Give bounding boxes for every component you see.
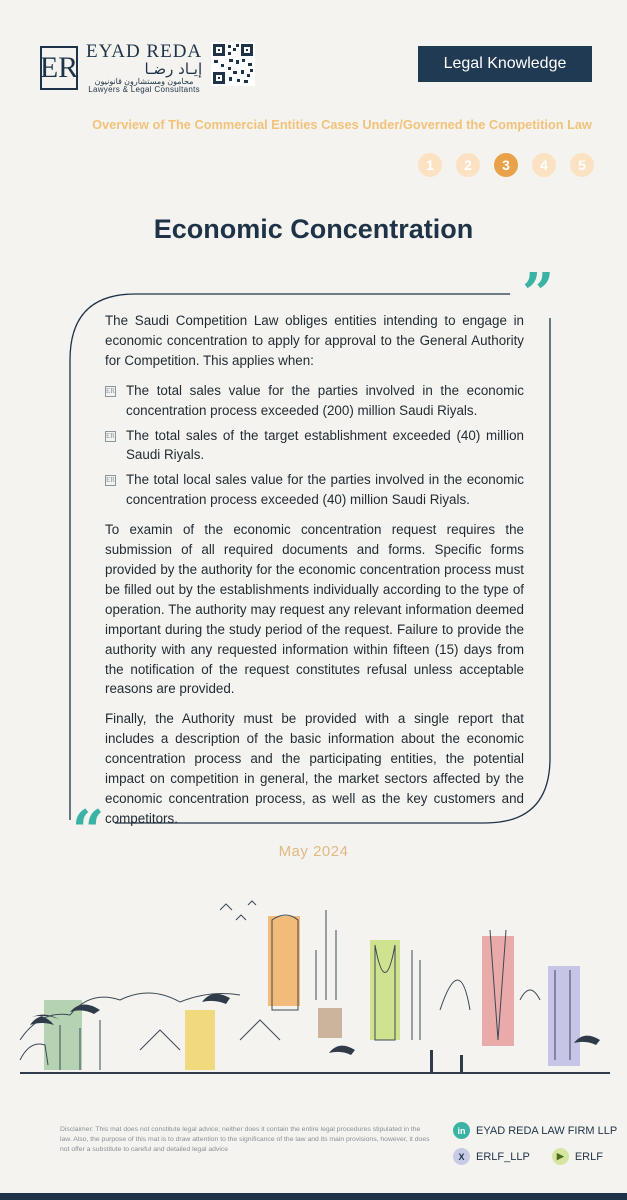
x-link[interactable] xyxy=(453,1148,530,1165)
step-3-active: 3 xyxy=(494,153,518,177)
step-5: 5 xyxy=(570,153,594,177)
linkedin-link[interactable] xyxy=(453,1122,617,1139)
step-indicator xyxy=(418,153,594,177)
x-label: ERLF_LLP xyxy=(476,1150,530,1163)
step-2: 2 xyxy=(456,153,480,177)
bullet-text: The total local sales value for the parties involved in the economic concentration process exceeded (40) million Saudi Riyals. xyxy=(126,472,524,508)
logo-subtitle: Lawyers & Legal Consultants xyxy=(88,85,200,95)
list-item xyxy=(105,426,524,466)
logo-mark: ER xyxy=(40,46,78,90)
conditions-list xyxy=(105,381,524,510)
social-links xyxy=(453,1122,617,1174)
logo-name: EYAD REDA xyxy=(86,41,203,62)
youtube-link[interactable] xyxy=(552,1148,603,1165)
bullet-logo-icon: ER xyxy=(106,476,115,485)
quote-close-icon: “ xyxy=(72,798,105,864)
series-overview: Overview of The Commercial Entities Cases Under/Governed the Competition Law xyxy=(92,117,592,132)
list-item xyxy=(105,381,524,421)
bullet-text: The total sales value for the parties involved in the economic concentration process exceeded (200) million Saudi Riyals. xyxy=(126,382,524,418)
youtube-icon: ▶ xyxy=(552,1148,569,1165)
step-4: 4 xyxy=(532,153,556,177)
logo-arabic: إيـاد رضـا xyxy=(144,59,203,78)
skyline-illustration xyxy=(0,890,627,1100)
logo-text xyxy=(86,42,202,94)
page-title: Economic Concentration xyxy=(153,214,474,244)
bullet-logo-icon: ER xyxy=(106,386,115,395)
article-body xyxy=(105,311,524,839)
category-tag: Legal Knowledge xyxy=(418,46,592,82)
intro-paragraph: The Saudi Competition Law obliges entities intending to engage in economic concentration to apply for approval to the General Authority for Competition. This applies when: xyxy=(105,313,524,368)
logo-arabic-sub: محامون ومستشارون قانونيون xyxy=(94,76,194,86)
bullet-text: The total sales of the target establishment exceeded (40) million Saudi Riyals. xyxy=(126,427,524,463)
report-paragraph: Finally, the Authority must be provided with a single report that includes a description of the basic information about the economic concentration process and the participating entities, the potential impact on competition in general, the market sectors affected by the economic concentration process, as well as the key customers and competitors. xyxy=(105,711,524,826)
youtube-label: ERLF xyxy=(574,1150,603,1163)
quote-open-icon: ” xyxy=(522,261,555,327)
linkedin-icon: in xyxy=(453,1122,470,1139)
firm-logo xyxy=(40,42,202,94)
publish-date: May 2024 xyxy=(278,843,349,860)
list-item xyxy=(105,470,524,510)
linkedin-label: EYAD REDA LAW FIRM LLP xyxy=(476,1124,618,1137)
step-1: 1 xyxy=(418,153,442,177)
procedure-paragraph: To examin of the economic concentration request requires the submission of all required documents and forms. Specific forms provided by the authority for the economic concentration process must be filled out by the establishments individually according to the type of operation. The authority may request any relevant information deemed important during the study period of the request. Failure to provide the authority with any requested information within fifteen (15) days from the notification of the request constitutes refusal unless acceptable reasons are provided. xyxy=(105,522,524,697)
disclaimer-text: Disclaimer: This mat does not constitute legal advice; neither does it contain the entire legal procedures stipulated in the law. Also, the purpose of this mat is to draw attention to the significance of the law and its main provisions, however, it does not offer a substitute to careful and detailed legal advice xyxy=(60,1126,430,1153)
bottom-bar xyxy=(0,1193,627,1200)
bullet-logo-icon: ER xyxy=(106,431,115,440)
social-row xyxy=(453,1148,617,1165)
qr-code-icon[interactable] xyxy=(211,42,255,86)
x-icon: X xyxy=(453,1148,470,1165)
